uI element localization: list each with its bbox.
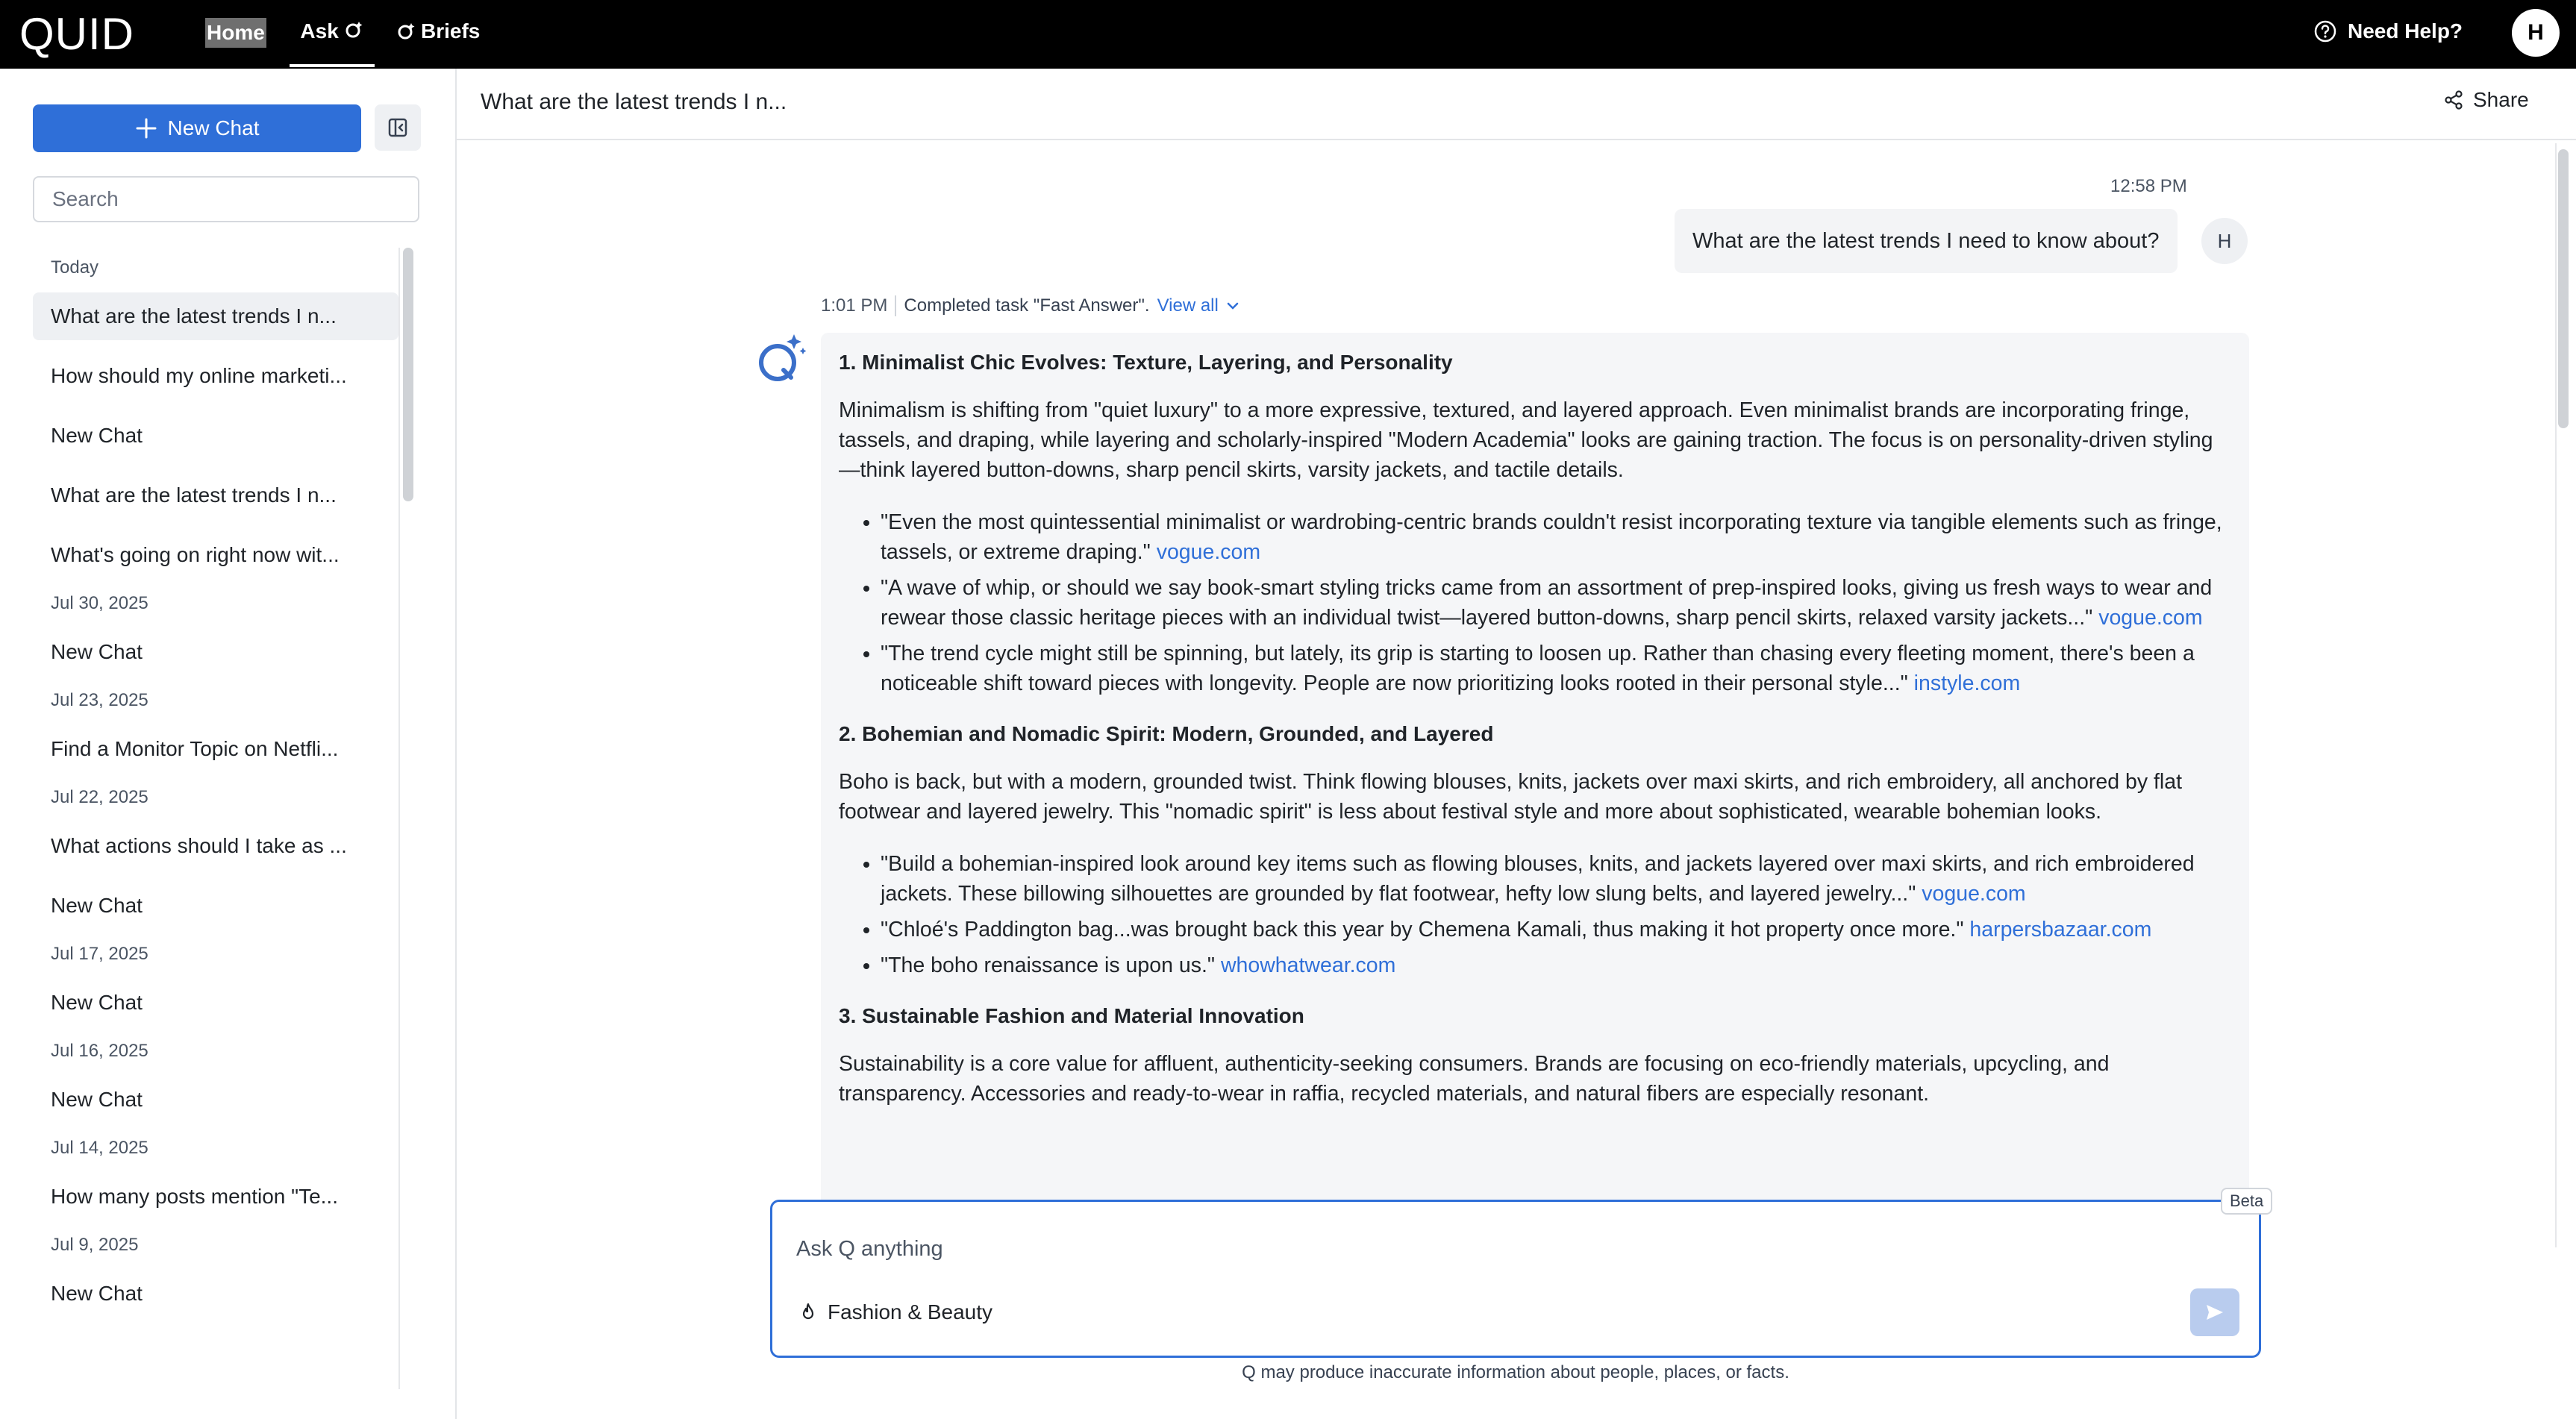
source-link[interactable]: whowhatwear.com xyxy=(1220,953,1396,977)
source-link[interactable]: instyle.com xyxy=(1913,671,2021,695)
new-chat-label: New Chat xyxy=(167,116,260,140)
task-status-text: Completed task "Fast Answer". xyxy=(904,295,1150,316)
user-message-time: 12:58 PM xyxy=(2110,176,2187,196)
need-help-button[interactable] xyxy=(2313,16,2463,46)
quote-text: "The boho renaissance is upon us." xyxy=(881,953,1216,977)
history-date-group: Jul 17, 2025 xyxy=(51,944,149,964)
quote-text: "Even the most quintessential minimalist or wardrobing-centric brands couldn't resist incorporating texture via tangible elements such as fringe, tassels, or extreme draping." xyxy=(881,510,2222,564)
nav-home-link[interactable]: Home xyxy=(205,18,266,48)
chat-header xyxy=(457,69,2576,140)
quote-list xyxy=(839,507,2228,698)
quote-text: "The trend cycle might still be spinning, but lately, its grip is starting to loosen up. Rather than chasing every fleeting moment, there's been a noticeable shift toward pieces with longevity. People are now prioritizing looks rooted in their personal style..." xyxy=(881,642,2195,695)
q-spark-icon xyxy=(345,20,364,40)
history-item[interactable]: New Chat xyxy=(51,894,143,917)
quote-item xyxy=(881,573,2228,633)
chat-history-sidebar xyxy=(0,69,457,1419)
message-composer xyxy=(770,1200,2261,1358)
nav-briefs-link[interactable] xyxy=(397,18,480,45)
chat-scrollbar[interactable] xyxy=(2555,143,2573,1247)
history-item[interactable]: How should my online marketi... xyxy=(51,364,347,387)
history-date-group: Jul 9, 2025 xyxy=(51,1235,139,1255)
search-input[interactable] xyxy=(33,176,419,222)
share-button[interactable] xyxy=(2443,88,2529,112)
q-spark-icon xyxy=(397,22,416,41)
topic-label: Fashion & Beauty xyxy=(828,1300,993,1324)
history-date-group: Jul 22, 2025 xyxy=(51,787,149,807)
chat-history-list xyxy=(33,248,398,1397)
divider xyxy=(895,295,896,316)
user-avatar: H xyxy=(2201,218,2248,264)
history-item[interactable]: What are the latest trends I n... xyxy=(51,483,337,507)
answer-section-heading: 2. Bohemian and Nomadic Spirit: Modern, Grounded, and Layered xyxy=(839,722,1494,745)
user-message-bubble: What are the latest trends I need to know about? xyxy=(1675,209,2178,273)
history-item[interactable]: New Chat xyxy=(51,1282,143,1305)
view-all-label: View all xyxy=(1157,295,1219,316)
history-date-group: Jul 14, 2025 xyxy=(51,1138,149,1158)
history-item[interactable]: New Chat xyxy=(51,1088,143,1111)
beta-badge: Beta xyxy=(2221,1188,2272,1215)
share-label: Share xyxy=(2473,88,2529,111)
quote-item xyxy=(881,507,2228,567)
source-link[interactable]: vogue.com xyxy=(2098,606,2203,630)
answer-section-body: Minimalism is shifting from "quiet luxury" to a more expressive, textured, and layered approach. Even minimalist brands are incorporating fringe, tassels, and draping, while layering and scholarly-inspired "Modern Academia" looks are gaining traction. The focus is on personality-driven styling—think layered button-downs, sharp pencil skirts, varsity jackets, and tactile details. xyxy=(839,398,2213,482)
history-date-group: Jul 23, 2025 xyxy=(51,690,149,710)
chevron-down-icon xyxy=(1225,298,1241,314)
quote-item xyxy=(881,849,2228,909)
quote-text: "Chloé's Paddington bag...was brought back this year by Chemena Kamali, thus making it hot property once more." xyxy=(881,918,1964,942)
scrollbar-thumb[interactable] xyxy=(2558,149,2569,428)
sidebar-scrollbar[interactable] xyxy=(398,248,419,1389)
chat-title: What are the latest trends I n... xyxy=(481,90,787,114)
answer-section-body: Sustainability is a core value for affluent, authenticity-seeking consumers. Brands are focusing on eco-friendly materials, upcycling, and transparency. Accessories and ready-to-wear in raffia, recycled materials, and natural fibers are especially resonant. xyxy=(839,1052,2110,1106)
new-chat-button[interactable] xyxy=(33,104,361,152)
view-all-toggle[interactable] xyxy=(1157,295,1241,316)
plus-icon xyxy=(135,117,157,140)
history-item[interactable]: How many posts mention "Te... xyxy=(51,1185,338,1208)
history-item[interactable]: What actions should I take as ... xyxy=(51,834,347,857)
answer-section-heading: 3. Sustainable Fashion and Material Innovation xyxy=(839,1004,1304,1027)
answer-section-heading: 1. Minimalist Chic Evolves: Texture, Layering, and Personality xyxy=(839,351,1453,374)
source-link[interactable]: vogue.com xyxy=(1156,540,1261,564)
user-avatar-menu[interactable]: H xyxy=(2512,9,2560,57)
assistant-answer xyxy=(821,333,2249,1240)
history-item[interactable]: New Chat xyxy=(51,640,143,663)
top-navigation-bar xyxy=(0,0,2576,69)
ask-q-input[interactable] xyxy=(795,1232,2141,1266)
quid-logo[interactable] xyxy=(19,10,146,58)
chat-main-panel xyxy=(457,69,2576,1419)
share-icon xyxy=(2443,90,2464,110)
scrollbar-track xyxy=(398,248,400,1389)
scrollbar-track xyxy=(2555,143,2557,1247)
answer-section-body: Boho is back, but with a modern, grounded twist. Think flowing blouses, knits, jackets over maxi skirts, and rich embroidery, all anchored by flat footwear and layered jewelry. This "nomadic spirit" is less about festival style and more about sophisticated, wearable bohemian looks. xyxy=(839,770,2183,824)
nav-ask-label: Ask xyxy=(300,19,339,43)
history-date-group: Jul 16, 2025 xyxy=(51,1041,149,1061)
quote-list xyxy=(839,849,2228,980)
fire-icon xyxy=(798,1302,819,1323)
quote-item xyxy=(881,950,2228,980)
nav-ask-tab[interactable] xyxy=(290,18,375,67)
quote-text: "A wave of whip, or should we say book-smart styling tricks came from an assortment of prep-inspired looks, giving us fresh ways to wear and rewear those classic heritage pieces with an individual twist—layered button-downs, sharp pencil skirts, relaxed varsity jackets..." xyxy=(881,576,2213,630)
history-item[interactable]: New Chat xyxy=(51,424,143,447)
history-item[interactable]: What are the latest trends I n... xyxy=(33,292,398,340)
quote-item xyxy=(881,639,2228,698)
quote-text: "Build a bohemian-inspired look around key items such as flowing blouses, knits, and jackets layered over maxi skirts, and rich embroidered jackets. These billowing silhouettes are grounded by flat footwear, hefty low slung belts, and layered jewelry..." xyxy=(881,852,2195,906)
svg-text:QUID: QUID xyxy=(19,10,134,58)
source-link[interactable]: harpersbazaar.com xyxy=(1969,918,2152,942)
help-circle-icon xyxy=(2313,19,2337,43)
need-help-label: Need Help? xyxy=(2348,19,2463,43)
source-link[interactable]: vogue.com xyxy=(1922,882,2026,906)
answer-time: 1:01 PM xyxy=(821,295,888,316)
topic-selector[interactable] xyxy=(798,1300,992,1324)
nav-briefs-label: Briefs xyxy=(421,19,481,43)
quote-item xyxy=(881,915,2228,945)
history-item[interactable]: Find a Monitor Topic on Netfli... xyxy=(51,737,339,760)
history-date-group: Today xyxy=(51,257,99,278)
collapse-panel-icon xyxy=(387,117,408,138)
history-item[interactable]: What's going on right now wit... xyxy=(51,543,340,566)
task-status-line xyxy=(821,295,1241,316)
collapse-sidebar-button[interactable] xyxy=(375,104,421,151)
send-button[interactable] xyxy=(2190,1288,2239,1336)
history-item[interactable]: New Chat xyxy=(51,991,143,1014)
scrollbar-thumb[interactable] xyxy=(403,248,413,501)
disclaimer-text: Q may produce inaccurate information about people, places, or facts. xyxy=(1242,1362,1789,1382)
send-icon xyxy=(2204,1301,2226,1324)
q-assistant-icon xyxy=(757,333,806,385)
history-date-group: Jul 30, 2025 xyxy=(51,593,149,613)
